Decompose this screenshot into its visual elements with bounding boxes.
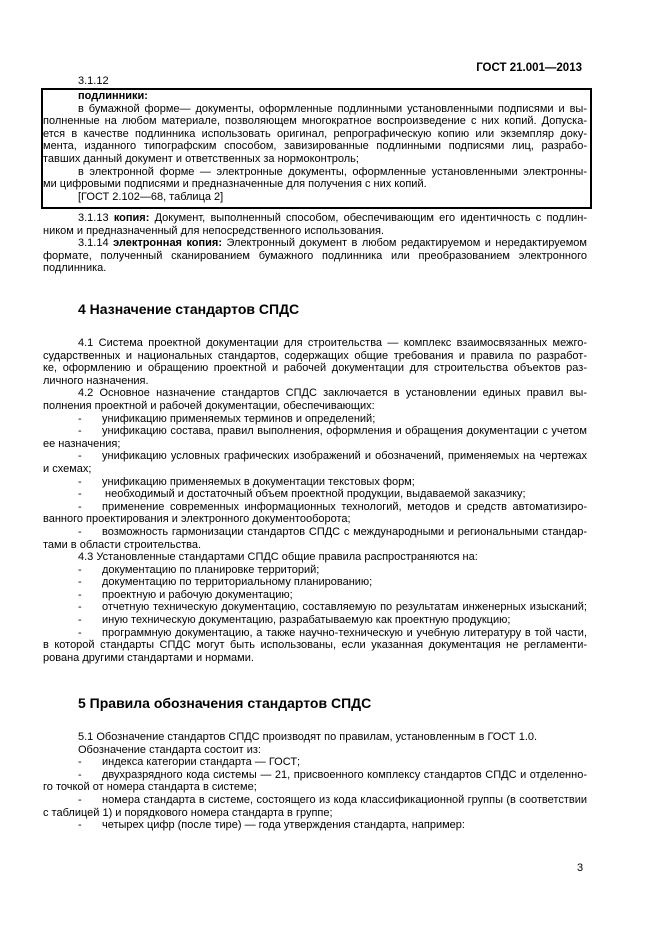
paragraph-line: тами в области строительства. [43, 538, 202, 551]
paragraph-line: 4.2 Основное назначение стандартов СПДС заключается в установлении единых правил вы- [78, 387, 587, 400]
paragraph-line: 4.1 Система проектной документации для строительства — комплекс взаимосвязанных межго- [78, 337, 587, 349]
list-item-line: - двухразрядного кода системы — 21, присвоенного комплексу стандартов СПДС и отделенно- [78, 768, 587, 781]
list-item-line: - номера стандарта в системе, состоящего из кода классификационной группы (в соответствии [78, 793, 587, 806]
list-item-line: - унификацию применяемых в документации текстовых форм; [78, 475, 415, 488]
page-number: 3 [577, 862, 584, 874]
list-dash-marker: - [78, 793, 82, 806]
paragraph-line: ванного проектирования и электронного документооборота; [43, 513, 351, 526]
paragraph-line: полнения проектной и рабочей документации, обеспечивающих: [43, 399, 375, 412]
list-item-line: - унификацию применяемых терминов и определений; [78, 412, 376, 425]
paragraph-line: сударственных и национальных стандартов, содержащих общие требования и правила по разработ- [43, 349, 587, 362]
box-line: мента, изданного типографским способом, завизированные подлинными подписями лиц, разрабо- [43, 140, 587, 153]
paragraph-line: с таблицей 1) и порядкового номера стандарта в группе; [43, 806, 333, 819]
paragraph-line: и схемах; [43, 462, 92, 475]
clause-number-3-1-12: 3.1.12 [78, 75, 109, 87]
list-dash-marker: - [78, 601, 82, 614]
box-line: ми цифровыми подписями и предназначенные для получения с них копий. [43, 178, 427, 191]
paragraph-line: Обозначение стандарта состоит из: [78, 743, 261, 756]
list-item-line: - индекса категории стандарта — ГОСТ; [78, 756, 301, 769]
list-item-line: - отчетную техническую документацию, составляемую по результатам инженерных изысканий; [78, 601, 587, 614]
paragraph-line: рована другими стандартами и нормами. [43, 651, 254, 664]
clause-3-1-14-line: 3.1.14 электронная копия: Электронный документ в любом редактируемом и нередактируемом [78, 237, 587, 250]
paragraph-line: ке, оформлению и обращению проектной и рабочей документации для строительства объектов раз- [43, 362, 587, 375]
term-originals: подлинники: [78, 90, 148, 102]
list-dash-marker: - [78, 819, 82, 832]
clause-3-1-13-line: 3.1.13 копия: Документ, выполненный способом, обеспечивающим его идентичность с подлин- [78, 212, 587, 224]
box-source-reference: [ГОСТ 2.102—68, таблица 2] [78, 190, 224, 203]
list-dash-marker: - [78, 450, 82, 463]
list-item-line: - проектную и рабочую документацию; [78, 588, 293, 601]
box-line: тавших данный документ и ответственных за нормоконтроль; [43, 152, 359, 165]
section-4-heading: 4 Назначение стандартов СПДС [78, 301, 300, 317]
list-item-line: - необходимый и достаточный объем проектной продукции, выдаваемой заказчику; [78, 488, 526, 501]
list-dash-marker: - [78, 412, 82, 425]
list-item-line: - иную техническую документацию, разрабатываемую как проектную продукцию; [78, 614, 511, 627]
list-item-line: - программную документацию, а также научно-техническую и учебную литературу в той части, [78, 626, 587, 639]
clause-3-1-14-line: подлинника. [43, 262, 107, 275]
clause-3-1-14-line: формате, полученный сканированием бумажного подлинника или преобразованием электронного [43, 249, 587, 262]
clauses-3-1-13-3-1-14 [43, 212, 587, 275]
list-item-line: - унификацию условных графических изображений и обозначений, применяемых на чертежах [78, 450, 587, 463]
section-5-body [43, 731, 587, 832]
list-item-line: - документацию по планировке территорий; [78, 563, 320, 576]
list-dash-marker: - [78, 525, 82, 538]
paragraph-line: личного назначения. [43, 374, 149, 387]
list-dash-marker: - [78, 500, 82, 513]
box-line: ется в качестве подлинника использовать оригинал, репрографическую копию или экземпляр доку- [43, 127, 587, 140]
list-dash-marker: - [78, 768, 82, 781]
document-header-id: ГОСТ 21.001—2013 [476, 62, 582, 74]
list-dash-marker: - [78, 563, 82, 576]
list-item-line: - документацию по территориальному планированию; [78, 576, 373, 589]
list-dash-marker: - [78, 475, 82, 488]
clause-3-1-13-line: ником и предназначенный для непосредственного использования. [43, 224, 384, 237]
list-dash-marker: - [78, 626, 82, 639]
list-dash-marker: - [78, 488, 82, 501]
list-dash-marker: - [78, 576, 82, 589]
list-dash-marker: - [78, 588, 82, 601]
list-dash-marker: - [78, 425, 82, 438]
list-item-line: - четырех цифр (после тире) — года утверждения стандарта, например: [78, 819, 465, 832]
section-5-heading: 5 Правила обозначения стандартов СПДС [78, 695, 372, 711]
paragraph-line: ее назначения; [43, 437, 121, 450]
list-item-line: - применение современных информационных технологий, методов и средств автоматизиро- [78, 500, 587, 513]
paragraph-line: в которой стандарты СПДС могут быть использованы, если указанная документация не регламенти- [43, 639, 587, 652]
list-dash-marker: - [78, 614, 82, 627]
paragraph-line: го точкой от номера стандарта в системе; [43, 781, 257, 794]
box-line: полненные на любом материале, позволяющем многократное воспроизведение с них копий. Допуска- [43, 115, 587, 128]
list-item-line: - унификацию состава, правил выполнения, оформления и обращения документации с учетом [78, 425, 587, 438]
paragraph-line: 5.1 Обозначение стандартов СПДС производят по правилам, установленным в ГОСТ 1.0. [78, 731, 538, 743]
term-electronic-copy: электронная копия: [113, 237, 223, 250]
paragraph-line: 4.3 Установленные стандартами СПДС общие правила распространяются на: [78, 551, 478, 564]
term-copy: копия: [113, 212, 150, 224]
box-line: в электронной форме — электронные документы, оформленные установленными электронны- [78, 165, 587, 178]
list-item-line: - возможность гармонизации стандартов СПДС с международными и региональными стандар- [78, 525, 587, 538]
definition-box-content [43, 90, 587, 203]
section-4-body [43, 337, 587, 664]
list-dash-marker: - [78, 756, 82, 769]
box-line: в бумажной форме— документы, оформленные подлинными установленными подписями и вы- [78, 102, 587, 115]
